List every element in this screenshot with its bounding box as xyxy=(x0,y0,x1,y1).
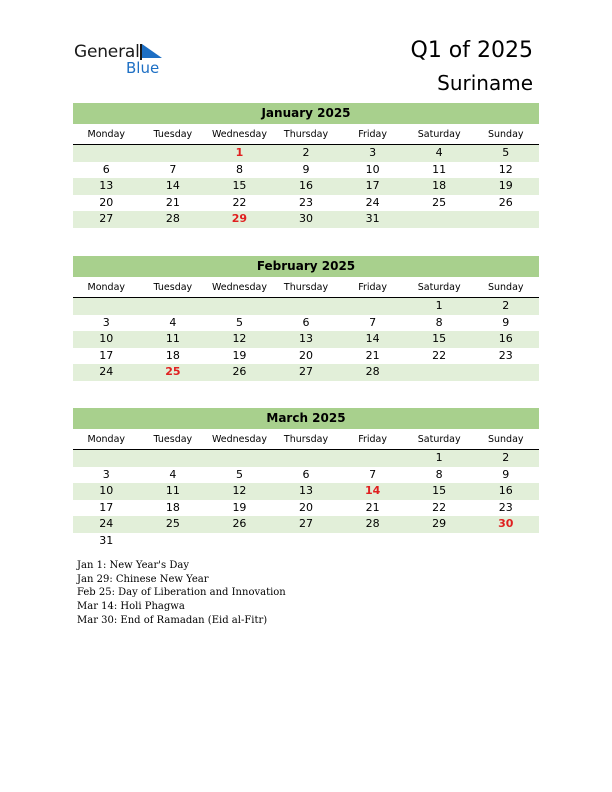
week-row xyxy=(73,348,539,365)
month-title: February 2025 xyxy=(73,256,539,277)
empty-date-cell xyxy=(273,533,340,550)
empty-date-cell xyxy=(406,364,473,381)
week-row xyxy=(73,195,539,212)
empty-date-cell xyxy=(406,533,473,550)
date-cell: 16 xyxy=(498,332,513,345)
holiday-notes xyxy=(77,559,286,628)
weekday-label: Friday xyxy=(358,129,387,140)
date-cell: 13 xyxy=(299,332,314,345)
holiday-note: Mar 30: End of Ramadan (Eid al-Fitr) xyxy=(77,614,268,626)
date-cell: 10 xyxy=(99,332,114,345)
empty-date-cell xyxy=(73,450,140,467)
holiday-note: Jan 1: New Year's Day xyxy=(77,560,189,571)
holiday-date-cell: 29 xyxy=(231,212,248,225)
date-cell: 21 xyxy=(365,500,380,514)
weekday-header-row xyxy=(73,432,539,450)
empty-date-cell xyxy=(206,533,273,550)
week-row xyxy=(73,145,539,162)
weekday-label: Wednesday xyxy=(211,434,267,445)
date-cell: 28 xyxy=(365,517,380,530)
date-cell: 9 xyxy=(502,315,510,329)
empty-date-cell xyxy=(406,211,473,228)
date-cell: 12 xyxy=(232,484,247,497)
date-cell: 12 xyxy=(498,162,513,176)
brand-name-blue: Blue xyxy=(126,59,160,77)
weekday-label: Thursday xyxy=(283,129,329,140)
date-cell: 17 xyxy=(99,500,114,514)
weekday-label: Saturday xyxy=(417,434,461,445)
date-cell: 22 xyxy=(232,195,247,209)
empty-date-cell xyxy=(73,145,140,162)
brand-flag-icon xyxy=(140,44,164,60)
holiday-date-cell: 30 xyxy=(498,517,514,530)
date-cell: 18 xyxy=(165,348,180,362)
date-cell: 15 xyxy=(232,179,247,192)
month-calendar xyxy=(73,103,539,228)
weekday-label: Thursday xyxy=(283,434,329,445)
empty-date-cell xyxy=(206,450,273,467)
month-calendar xyxy=(73,256,539,381)
date-cell: 3 xyxy=(102,315,110,329)
month-title: January 2025 xyxy=(73,103,539,124)
empty-date-cell xyxy=(140,298,207,315)
empty-date-cell xyxy=(339,533,406,550)
weekday-label: Wednesday xyxy=(211,129,267,140)
date-cell: 6 xyxy=(302,467,310,481)
date-cell: 27 xyxy=(299,365,314,378)
date-cell: 25 xyxy=(432,195,447,209)
date-cell: 18 xyxy=(165,500,180,514)
date-cell: 6 xyxy=(302,315,310,329)
weekday-label: Friday xyxy=(358,434,387,445)
date-cell: 31 xyxy=(99,533,114,547)
date-cell: 17 xyxy=(99,348,114,362)
date-cell: 4 xyxy=(169,315,177,329)
week-row xyxy=(73,162,539,179)
empty-date-cell xyxy=(472,364,539,381)
date-cell: 29 xyxy=(432,517,447,530)
week-row xyxy=(73,450,539,467)
date-cell: 7 xyxy=(169,162,177,176)
week-row xyxy=(73,331,539,348)
weekday-label: Sunday xyxy=(487,129,524,140)
date-cell: 18 xyxy=(432,179,447,192)
date-cell: 26 xyxy=(232,365,247,378)
date-cell: 31 xyxy=(365,212,380,225)
date-cell: 7 xyxy=(369,467,377,481)
date-cell: 22 xyxy=(432,500,447,514)
empty-date-cell xyxy=(273,298,340,315)
date-cell: 19 xyxy=(498,179,513,192)
date-cell: 4 xyxy=(435,146,443,159)
empty-date-cell xyxy=(140,145,207,162)
brand-name-general: General xyxy=(74,42,140,62)
week-row xyxy=(73,483,539,500)
weekday-label: Monday xyxy=(87,434,126,445)
week-row xyxy=(73,467,539,484)
date-cell: 19 xyxy=(232,500,247,514)
weekday-label: Sunday xyxy=(487,282,524,293)
date-cell: 5 xyxy=(502,146,510,159)
weekday-header-row xyxy=(73,127,539,145)
date-cell: 23 xyxy=(299,195,314,209)
date-cell: 27 xyxy=(299,517,314,530)
date-cell: 8 xyxy=(235,162,243,176)
date-cell: 5 xyxy=(235,467,243,481)
date-cell: 1 xyxy=(435,299,443,312)
page-title: Q1 of 2025 xyxy=(410,38,533,63)
date-cell: 20 xyxy=(299,500,314,514)
date-cell: 2 xyxy=(502,451,510,464)
date-cell: 21 xyxy=(165,195,180,209)
empty-date-cell xyxy=(206,298,273,315)
empty-date-cell xyxy=(273,450,340,467)
date-cell: 19 xyxy=(232,348,247,362)
date-cell: 21 xyxy=(365,348,380,362)
empty-date-cell xyxy=(140,450,207,467)
date-cell: 24 xyxy=(99,517,114,530)
weekday-label: Monday xyxy=(87,129,126,140)
date-cell: 6 xyxy=(102,162,110,176)
empty-date-cell xyxy=(339,450,406,467)
empty-date-cell xyxy=(73,298,140,315)
date-cell: 20 xyxy=(299,348,314,362)
holiday-date-cell: 14 xyxy=(364,484,381,497)
holiday-note: Mar 14: Holi Phagwa xyxy=(77,601,185,613)
brand-logo xyxy=(74,40,174,80)
date-cell: 7 xyxy=(369,315,377,329)
weekday-label: Sunday xyxy=(487,434,524,445)
weekday-label: Monday xyxy=(87,282,126,293)
weekday-label: Tuesday xyxy=(153,282,193,293)
date-cell: 26 xyxy=(232,517,247,530)
date-cell: 12 xyxy=(232,332,247,345)
date-cell: 8 xyxy=(435,467,443,481)
date-cell: 3 xyxy=(102,467,110,481)
date-cell: 17 xyxy=(365,179,380,192)
date-cell: 11 xyxy=(165,332,180,345)
date-cell: 16 xyxy=(299,179,314,192)
date-cell: 9 xyxy=(302,162,310,176)
country-name: Suriname xyxy=(437,71,533,95)
date-cell: 15 xyxy=(432,484,447,497)
week-row xyxy=(73,364,539,381)
weekday-label: Tuesday xyxy=(153,129,193,140)
date-cell: 13 xyxy=(299,484,314,497)
date-cell: 20 xyxy=(99,195,114,209)
month-title: March 2025 xyxy=(73,408,539,429)
date-cell: 16 xyxy=(498,484,513,497)
week-row xyxy=(73,178,539,195)
date-cell: 24 xyxy=(99,365,114,378)
date-cell: 11 xyxy=(432,162,447,176)
date-cell: 10 xyxy=(99,484,114,497)
holiday-date-cell: 1 xyxy=(235,146,244,159)
holiday-date-cell: 25 xyxy=(165,365,181,378)
date-cell: 25 xyxy=(165,517,180,530)
date-cell: 3 xyxy=(369,146,377,159)
date-cell: 2 xyxy=(502,299,510,312)
date-cell: 26 xyxy=(498,195,513,209)
date-cell: 28 xyxy=(365,365,380,378)
date-cell: 10 xyxy=(365,162,380,176)
empty-date-cell xyxy=(472,533,539,550)
date-cell: 9 xyxy=(502,467,510,481)
weekday-label: Wednesday xyxy=(211,282,267,293)
date-cell: 28 xyxy=(165,212,180,225)
date-cell: 14 xyxy=(165,179,180,192)
date-cell: 2 xyxy=(302,146,310,159)
date-cell: 1 xyxy=(435,451,443,464)
date-cell: 15 xyxy=(432,332,447,345)
holiday-note: Feb 25: Day of Liberation and Innovation xyxy=(77,587,286,599)
date-cell: 30 xyxy=(299,212,314,225)
holiday-note: Jan 29: Chinese New Year xyxy=(77,573,209,585)
date-cell: 27 xyxy=(99,212,114,225)
weekday-label: Thursday xyxy=(283,282,329,293)
weekday-label: Saturday xyxy=(417,129,461,140)
month-calendar xyxy=(73,408,539,549)
date-cell: 11 xyxy=(165,484,180,497)
date-cell: 23 xyxy=(498,500,513,514)
date-cell: 22 xyxy=(432,348,447,362)
weekday-label: Tuesday xyxy=(153,434,193,445)
week-row xyxy=(73,500,539,517)
date-cell: 13 xyxy=(99,179,114,192)
week-row xyxy=(73,315,539,332)
date-cell: 24 xyxy=(365,195,380,209)
date-cell: 5 xyxy=(235,315,243,329)
empty-date-cell xyxy=(339,298,406,315)
date-cell: 14 xyxy=(365,332,380,345)
week-row xyxy=(73,533,539,550)
week-row xyxy=(73,211,539,228)
week-row xyxy=(73,298,539,315)
weekday-label: Saturday xyxy=(417,282,461,293)
date-cell: 4 xyxy=(169,467,177,481)
weekday-label: Friday xyxy=(358,282,387,293)
week-row xyxy=(73,516,539,533)
date-cell: 8 xyxy=(435,315,443,329)
date-cell: 23 xyxy=(498,348,513,362)
empty-date-cell xyxy=(140,533,207,550)
empty-date-cell xyxy=(472,211,539,228)
weekday-header-row xyxy=(73,280,539,298)
